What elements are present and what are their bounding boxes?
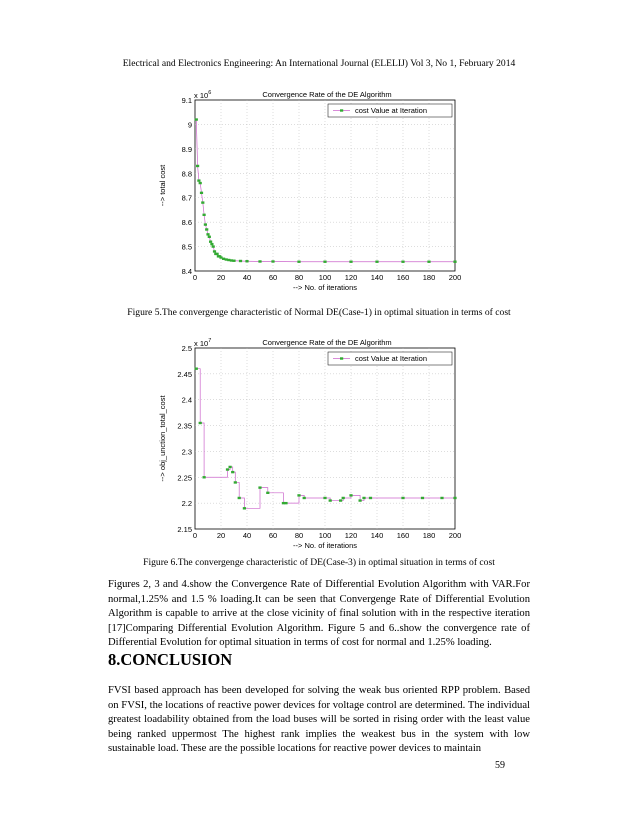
data-point bbox=[349, 261, 352, 263]
y-tick-label: 2.35 bbox=[177, 421, 192, 431]
x-tick-label: 80 bbox=[294, 273, 304, 282]
y-axis-label: --> total cost bbox=[158, 164, 167, 207]
data-point bbox=[209, 240, 212, 242]
data-point bbox=[197, 179, 200, 181]
legend-marker bbox=[340, 357, 343, 359]
data-point bbox=[453, 261, 456, 263]
section-title-conclusion: 8.CONCLUSION bbox=[108, 650, 233, 669]
y-tick-label: 2.3 bbox=[181, 447, 192, 457]
results-paragraph: Figures 2, 3 and 4.show the Convergence Rate of Differential Evolution Algorithm with VAR.For normal,1.25% and 1.5 % loading.It can be seen that Convergenge Rate of Differential Evolution Algorithm is capable to arrive at the close vicinity of final solution with in the respective iteration [17]Comparing Differential Evolution Algorithm. Figure 5 and 6..show the convergence rate of Differential Evolution for optimal situation in terms of cost for normal and 1.25% loading. bbox=[108, 579, 530, 649]
chart-title: Convergence Rate of the DE Algorithm bbox=[262, 90, 392, 99]
data-point bbox=[203, 476, 206, 478]
axis-exponent: x $10^7$ bbox=[194, 338, 212, 348]
x-tick-label: 100 bbox=[318, 531, 332, 540]
data-point bbox=[329, 499, 332, 501]
data-point bbox=[199, 422, 202, 424]
y-tick-label: 2.45 bbox=[177, 369, 192, 379]
data-point bbox=[342, 497, 345, 499]
data-point bbox=[196, 165, 199, 167]
data-point bbox=[297, 261, 300, 263]
data-point bbox=[401, 497, 404, 499]
data-point bbox=[284, 502, 287, 504]
x-tick-label: 160 bbox=[396, 273, 410, 282]
data-point bbox=[205, 228, 208, 230]
y-tick-label: 8.4 bbox=[181, 267, 192, 276]
x-tick-label: 200 bbox=[448, 531, 462, 540]
data-point bbox=[203, 214, 206, 216]
plot-frame bbox=[195, 100, 455, 271]
data-point bbox=[369, 497, 372, 499]
legend-marker bbox=[340, 109, 343, 111]
y-tick-label: 8.5 bbox=[181, 242, 192, 252]
data-point bbox=[238, 497, 241, 499]
data-point bbox=[440, 497, 443, 499]
chart-title: Convergence Rate of the DE Algorithm bbox=[262, 338, 392, 347]
data-point bbox=[213, 250, 216, 252]
x-tick-label: 0 bbox=[192, 531, 198, 540]
data-point bbox=[323, 497, 326, 499]
x-tick-label: 120 bbox=[344, 273, 358, 282]
data-point bbox=[200, 192, 203, 194]
x-tick-label: 120 bbox=[344, 531, 358, 540]
y-tick-label: 2.5 bbox=[181, 344, 192, 353]
data-point bbox=[245, 260, 248, 262]
y-axis-label: --> obj_unction_total_cost bbox=[158, 395, 167, 482]
x-tick-label: 20 bbox=[216, 273, 226, 282]
x-tick-label: 0 bbox=[192, 273, 198, 282]
axis-exponent-power: 7 bbox=[208, 338, 212, 344]
x-tick-label: 40 bbox=[242, 531, 252, 540]
x-tick-label: 140 bbox=[370, 273, 384, 282]
y-tick-label: 2.25 bbox=[177, 473, 192, 483]
y-tick-label: 9.1 bbox=[181, 96, 192, 105]
y-tick-label: 8.6 bbox=[181, 218, 192, 228]
y-tick-label: 8.9 bbox=[181, 144, 192, 154]
data-point bbox=[208, 236, 211, 238]
data-point bbox=[206, 233, 209, 235]
x-tick-label: 180 bbox=[422, 531, 436, 540]
x-tick-label: 60 bbox=[268, 531, 278, 540]
x-tick-label: 20 bbox=[216, 531, 226, 540]
figure-6-caption: Figure 6.The convergenge characteristic of DE(Case-3) in optimal situation in terms of cost bbox=[143, 557, 495, 568]
x-tick-label: 60 bbox=[268, 273, 278, 282]
data-point bbox=[204, 223, 207, 225]
data-point bbox=[212, 245, 215, 247]
journal-header: Electrical and Electronics Engineering: An International Journal (ELELIJ) Vol 3, No 1, February 2014 bbox=[122, 58, 516, 69]
data-point bbox=[401, 261, 404, 263]
axis-exponent-power: 6 bbox=[208, 90, 212, 96]
x-tick-label: 80 bbox=[294, 531, 304, 540]
figure-6-plot bbox=[0, 335, 638, 550]
x-tick-label: 200 bbox=[448, 273, 462, 282]
y-tick-label: 8.7 bbox=[181, 193, 192, 203]
data-point bbox=[323, 261, 326, 263]
data-point bbox=[349, 494, 352, 496]
data-point bbox=[199, 182, 202, 184]
data-point bbox=[210, 243, 213, 245]
y-tick-label: 2.2 bbox=[181, 499, 192, 509]
y-tick-label: 9 bbox=[187, 120, 192, 130]
data-point bbox=[375, 261, 378, 263]
figure-5-chart bbox=[0, 88, 638, 293]
data-point bbox=[195, 118, 198, 120]
data-point bbox=[427, 261, 430, 263]
y-tick-label: 2.4 bbox=[181, 395, 192, 405]
data-point bbox=[239, 260, 242, 262]
data-point bbox=[339, 499, 342, 501]
data-point bbox=[226, 468, 229, 470]
data-point bbox=[201, 201, 204, 203]
data-point bbox=[234, 481, 237, 483]
axis-exponent: x $10^6$ bbox=[194, 90, 212, 100]
figure-5-caption: Figure 5.The convergenge characteristic of Normal DE(Case-1) in optimal situation in terms of cost bbox=[127, 307, 511, 318]
data-point bbox=[229, 466, 232, 468]
data-point bbox=[243, 507, 246, 509]
data-point bbox=[421, 497, 424, 499]
data-point bbox=[216, 253, 219, 255]
x-tick-label: 160 bbox=[396, 531, 410, 540]
legend-label: cost Value at Iteration bbox=[355, 106, 427, 116]
x-tick-label: 180 bbox=[422, 273, 436, 282]
data-point bbox=[453, 497, 456, 499]
figure-6-chart bbox=[0, 335, 638, 550]
page-number: 59 bbox=[495, 760, 505, 771]
data-point bbox=[266, 492, 269, 494]
y-tick-label: 2.15 bbox=[177, 525, 192, 534]
x-tick-label: 40 bbox=[242, 273, 252, 282]
data-point bbox=[231, 471, 234, 473]
x-axis-label: --> No. of iterations bbox=[293, 541, 357, 550]
x-axis-label: --> No. of iterations bbox=[293, 283, 357, 292]
conclusion-paragraph: FVSI based approach has been developed for solving the weak bus oriented RPP problem. Based on FVSI, the locations of reactive power devices for voltage control are determined. The individual greatest loadability obtained from the load buses will be sorted in rising order with the least value being ranked uppermost The highest rank implies the weakest bus in the system with low sustainable load. These are the possible locations for reactive power devices to maintain bbox=[108, 685, 530, 755]
figure-5-plot bbox=[0, 88, 638, 293]
data-point bbox=[297, 494, 300, 496]
data-point bbox=[232, 260, 235, 262]
x-tick-label: 100 bbox=[318, 273, 332, 282]
data-point bbox=[258, 486, 261, 488]
data-point bbox=[195, 367, 198, 369]
y-tick-label: 8.8 bbox=[181, 169, 192, 179]
data-point bbox=[362, 497, 365, 499]
data-point bbox=[258, 260, 261, 262]
data-point bbox=[359, 499, 362, 501]
data-point bbox=[303, 497, 306, 499]
legend-label: cost Value at Iteration bbox=[355, 354, 427, 364]
data-point bbox=[271, 260, 274, 262]
x-tick-label: 140 bbox=[370, 531, 384, 540]
